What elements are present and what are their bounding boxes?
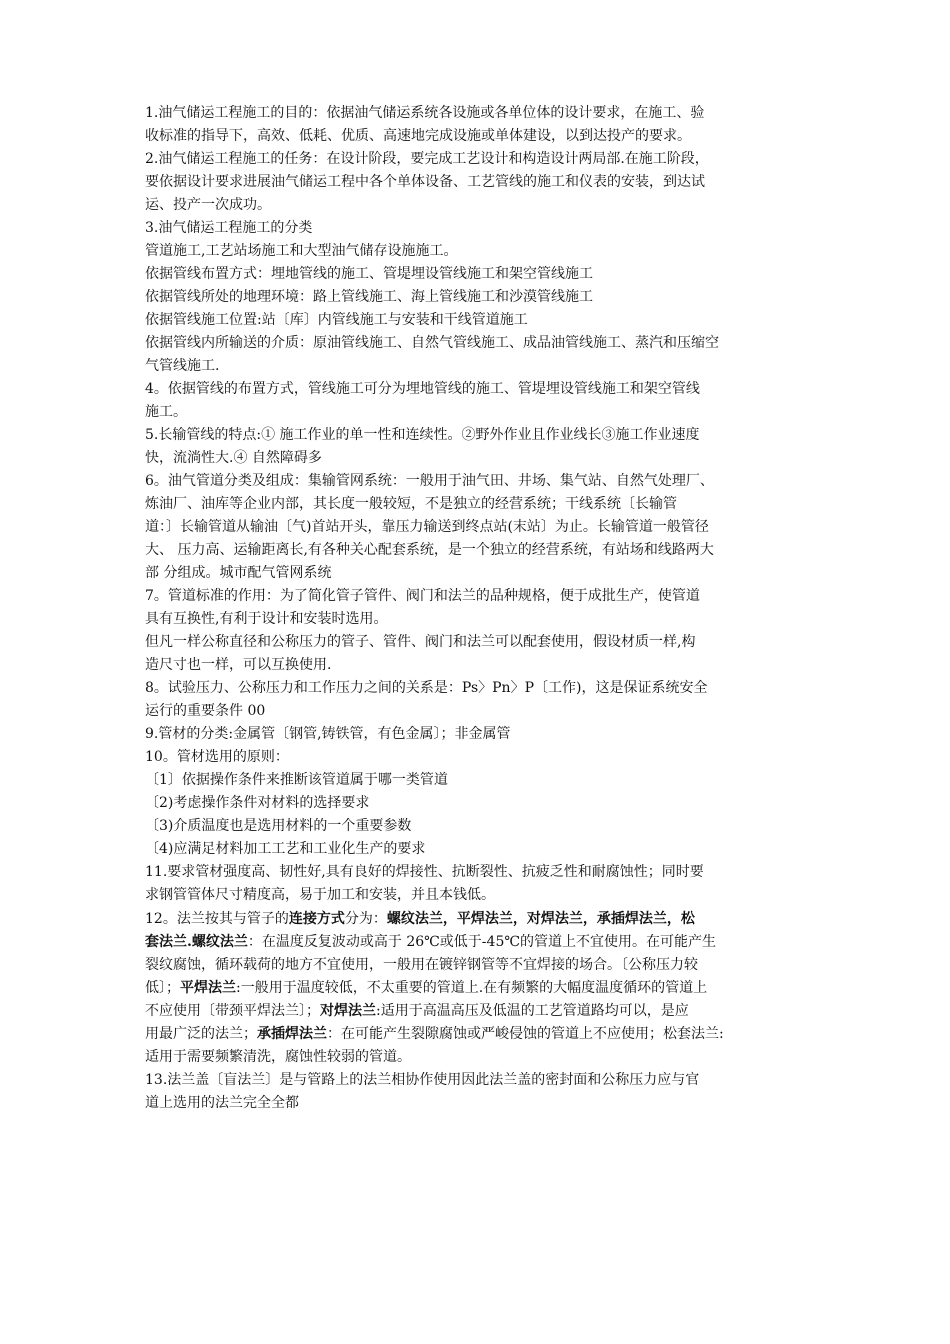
text-line: 运行的重要条件 00: [145, 703, 266, 719]
text-line: 套法兰.螺纹法兰：在温度反复波动或高于 26℃或低于-45℃的管道上不宜使用。在可能产生: [145, 934, 717, 950]
text-line: 〔2)考虑操作条件对材料的选择要求: [145, 795, 370, 811]
text-line: 5.长输管线的特点:① 施工作业的单一性和连续性。②野外作业且作业线长③施工作业速度: [145, 427, 700, 443]
text-line: 部 分组成。城市配气管网系统: [145, 565, 332, 581]
text-line: 〔4)应满足材料加工工艺和工业化生产的要求: [145, 841, 426, 857]
text-line: 2.油气储运工程施工的任务：在设计阶段，要完成工艺设计和构造设计两局部.在施工阶段，: [145, 151, 709, 167]
text-line: 4。依据管线的布置方式，管线施工可分为埋地管线的施工、管堤埋设管线施工和架空管线: [145, 381, 700, 397]
text-line: 依据管线施工位置:站〔库〕内管线施工与安装和干线管道施工: [145, 312, 528, 328]
text-line: 13.法兰盖〔盲法兰〕是与管路上的法兰相协作使用因此法兰盖的密封面和公称压力应与官: [145, 1072, 700, 1088]
text-line: 要依据设计要求进展油气储运工程中各个单体设备、工艺管线的施工和仪表的安装，到达试: [145, 174, 705, 190]
text-line: 低〕；平焊法兰:一般用于温度较低，不太重要的管道上.在有频繁的大幅度温度循环的管道上: [145, 980, 708, 996]
text-line: 收标准的指导下，高效、低耗、优质、高速地完成设施或单体建设，以到达投产的要求。: [145, 128, 691, 144]
text-line: 具有互换性,有利于设计和安装时选用。: [145, 611, 388, 627]
text-line: 道上选用的法兰完全全都: [145, 1095, 299, 1111]
text-line: 11.要求管材强度高、韧性好,具有良好的焊接性、抗断裂性、抗疲乏性和耐腐蚀性；同时要: [145, 864, 704, 880]
text-line: 12。法兰按其与管子的连接方式分为：螺纹法兰，平焊法兰，对焊法兰，承插焊法兰，松: [145, 911, 695, 927]
text-line: 管道施工,工艺站场施工和大型油气储存设施施工。: [145, 243, 458, 259]
text-line: 依据管线内所输送的介质：原油管线施工、自然气管线施工、成品油管线施工、蒸汽和压缩空: [145, 335, 719, 351]
text-line: 大、 压力高、运输距离长,有各种关心配套系统，是一个独立的经营系统，有站场和线路两大: [145, 542, 714, 558]
text-line: 6。油气管道分类及组成：集输管网系统：一般用于油气田、井场、集气站、自然气处理厂、: [145, 473, 714, 489]
text-line: 3.油气储运工程施工的分类: [145, 220, 313, 236]
text-line: 裂纹腐蚀，循环载荷的地方不宜使用，一般用在镀锌钢管等不宜焊接的场合。〔公称压力较: [145, 957, 698, 973]
text-line: 8。试验压力、公称压力和工作压力之间的关系是：Ps〉Pn〉P〔工作)，这是保证系统安全: [145, 680, 708, 696]
text-line: 施工。: [145, 404, 187, 420]
text-line: 气管线施工.: [145, 358, 220, 374]
text-line: 〔3)介质温度也是选用材料的一个重要参数: [145, 818, 412, 834]
text-line: 造尺寸也一样，可以互换使用.: [145, 657, 332, 673]
text-line: 〔1〕依据操作条件来推断该管道属于哪一类管道: [145, 772, 448, 788]
text-line: 快，流淌性大.④ 自然障碍多: [145, 450, 322, 466]
text-line: 但凡一样公称直径和公称压力的管子、管件、阀门和法兰可以配套使用，假设材质一样,构: [145, 634, 696, 650]
text-line: 依据管线布置方式：埋地管线的施工、管堤埋设管线施工和架空管线施工: [145, 266, 593, 282]
text-line: 1.油气储运工程施工的目的：依据油气储运系统各设施或各单位体的设计要求，在施工、验: [145, 105, 705, 121]
text-line: 依据管线所处的地理环境：路上管线施工、海上管线施工和沙漠管线施工: [145, 289, 593, 305]
text-line: 道：〕长输管道从输油〔气)首站开头，靠压力输送到终点站(末站〕为止。长输管道一般管径: [145, 519, 709, 535]
text-line: 适用于需要频繁清洗，腐蚀性较弱的管道。: [145, 1049, 411, 1065]
text-line: 10。管材选用的原则：: [145, 749, 289, 765]
text-line: 不应使用〔带颈平焊法兰〕；对焊法兰:适用于高温高压及低温的工艺管道路均可以，是应: [145, 1003, 689, 1019]
text-line: 求钢管管体尺寸精度高，易于加工和安装，并且本钱低。: [145, 887, 495, 903]
text-line: 炼油厂、油库等企业内部，其长度一般较短，不是独立的经营系统；干线系统〔长输管: [145, 496, 677, 512]
text-line: 用最广泛的法兰；承插焊法兰：在可能产生裂隙腐蚀或严峻侵蚀的管道上不应使用；松套法兰:: [145, 1026, 724, 1042]
text-line: 运、投产一次成功。: [145, 197, 271, 213]
text-line: 7。管道标准的作用：为了简化管子管件、阀门和法兰的品种规格，便于成批生产，使管道: [145, 588, 700, 604]
text-line: 9.管材的分类:金属管〔钢管,铸铁管，有色金属〕；非金属管: [145, 726, 511, 742]
